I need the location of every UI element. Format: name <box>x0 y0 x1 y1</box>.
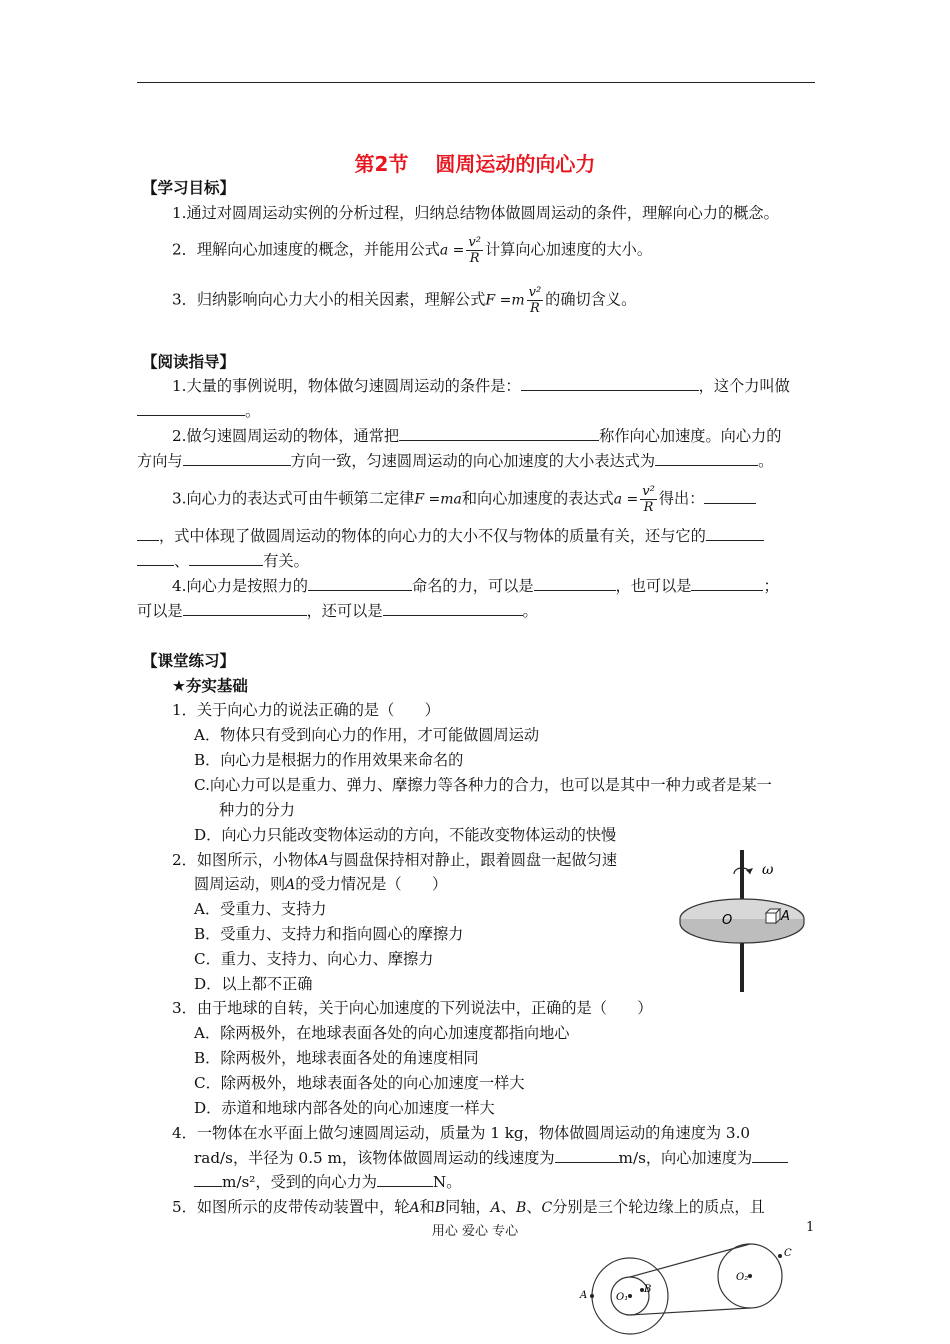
answer-blank[interactable] <box>655 451 758 466</box>
goal-2: 2．理解向心加速度的概念，并能用公式a = $\frac{\text{v²}}{R}$ 计算向心加速度的大小。 <box>172 235 653 266</box>
fraction-v2-over-R: $\frac{\text{v²}}{R}$ <box>642 484 655 515</box>
omega-label: ω <box>762 862 774 878</box>
answer-blank[interactable] <box>137 401 245 416</box>
answer-blank[interactable] <box>137 551 174 566</box>
reading-2: 2.做匀速圆周运动的物体，通常把 称作向心加速度。向心力的 <box>172 427 782 445</box>
belt-bottom <box>630 1308 750 1315</box>
question-2: 2．如图所示，小物体A与圆盘保持相对静止，跟着圆盘一起做匀速 <box>172 851 618 869</box>
center-label: O <box>722 913 733 928</box>
block-a <box>766 913 776 923</box>
reading-heading: 【阅读指导】 <box>142 353 236 371</box>
q2-option-d: D．以上都不正确 <box>194 975 313 993</box>
center-o1-label: O₁ <box>616 1292 629 1303</box>
answer-blank[interactable] <box>308 576 412 591</box>
reading-3-cont2: 、 有关。 <box>137 551 309 571</box>
q3-option-a: A．除两极外，在地球表面各处的向心加速度都指向地心 <box>194 1024 570 1042</box>
answer-blank[interactable] <box>752 1148 788 1163</box>
reading-1-cont: 。 <box>137 401 260 421</box>
belt-drive-figure <box>572 1236 808 1344</box>
q3-option-b: B．除两极外，地球表面各处的角速度相同 <box>194 1049 479 1067</box>
reading-1: 1.大量的事例说明，物体做匀速圆周运动的条件是： ，这个力叫做 <box>172 377 790 395</box>
question-4-cont2: m/s²，受到的向心力为 N。 <box>194 1172 461 1192</box>
reading-2-cont: 方向与 方向一致，匀速圆周运动的向心加速度的大小表达式为 。 <box>137 452 774 470</box>
center-o2-label: O₂ <box>736 1272 749 1283</box>
practice-heading: 【课堂练习】 <box>142 652 236 670</box>
answer-blank[interactable] <box>137 526 159 541</box>
block-label: A <box>781 909 790 924</box>
answer-blank[interactable] <box>383 601 523 616</box>
practice-subheading: ★夯实基础 <box>172 677 248 695</box>
answer-blank[interactable] <box>534 576 616 591</box>
reading-4-cont: 可以是 ，还可以是 。 <box>137 602 538 620</box>
q3-option-c: C．除两极外，地球表面各处的向心加速度一样大 <box>194 1074 525 1092</box>
point-c-label: C <box>784 1248 792 1259</box>
q1-option-c: C.向心力可以是重力、弹力、摩擦力等各种力的合力，也可以是其中一种力或者是某一 <box>194 776 772 794</box>
page-number: 1 <box>806 1220 815 1235</box>
q2-option-c: C．重力、支持力、向心力、摩擦力 <box>194 950 434 968</box>
answer-blank[interactable] <box>521 376 699 391</box>
fraction-v2-over-R: $\frac{\text{v²}}{R}$ <box>528 285 542 316</box>
page-title: 第2节 圆周运动的向心力 <box>354 152 596 176</box>
answer-blank[interactable] <box>183 451 291 466</box>
goals-heading: 【学习目标】 <box>142 179 236 197</box>
q1-option-b: B．向心力是根据力的作用效果来命名的 <box>194 751 464 769</box>
rotating-disc-figure <box>676 846 816 996</box>
goal-1: 1.通过对圆周运动实例的分析过程，归纳总结物体做圆周运动的条件，理解向心力的概念。 <box>172 204 779 222</box>
reading-4: 4.向心力是按照力的 命名的力，可以是 ，也可以是 ； <box>172 577 779 595</box>
q2-option-a: A．受重力、支持力 <box>194 900 327 918</box>
answer-blank[interactable] <box>399 426 599 441</box>
answer-blank[interactable] <box>194 1172 222 1187</box>
q1-option-d: D．向心力只能改变物体运动的方向，不能改变物体运动的快慢 <box>194 826 617 844</box>
q2-option-b: B．受重力、支持力和指向圆心的摩擦力 <box>194 925 464 943</box>
q1-option-a: A．物体只有受到向心力的作用，才可能做圆周运动 <box>194 726 540 744</box>
reading-3-cont: ，式中体现了做圆周运动的物体的向心力的大小不仅与物体的质量有关，还与它的 <box>137 526 764 546</box>
page-footer: 用心 爱心 专心 <box>431 1224 519 1239</box>
header-rule <box>137 82 815 83</box>
answer-blank[interactable] <box>704 489 756 504</box>
point-b-label: B <box>644 1284 652 1295</box>
answer-blank[interactable] <box>706 526 764 541</box>
q1-option-c-cont: 种力的分力 <box>219 801 295 819</box>
question-2-cont: 圆周运动，则A的受力情况是（ ） <box>194 875 448 893</box>
answer-blank[interactable] <box>183 601 307 616</box>
goal-3: 3．归纳影响向心力大小的相关因素，理解公式F =m $\frac{\text{v²}}{R}$ 的确切含义。 <box>172 285 637 316</box>
question-1: 1．关于向心力的说法正确的是（ ） <box>172 701 440 719</box>
answer-blank[interactable] <box>691 576 763 591</box>
fraction-v2-over-R: $\frac{\text{v²}}{R}$ <box>468 235 481 266</box>
belt-top <box>630 1244 750 1277</box>
answer-blank[interactable] <box>189 551 263 566</box>
question-3: 3．由于地球的自转，关于向心加速度的下列说法中，正确的是（ ） <box>172 999 653 1017</box>
answer-blank[interactable] <box>555 1148 619 1163</box>
question-4-cont: rad/s，半径为 0.5 m，该物体做圆周运动的线速度为 m/s，向心加速度为 <box>194 1148 788 1168</box>
question-5: 5．如图所示的皮带传动装置中，轮A和B同轴，A、B、C分别是三个轮边缘上的质点，且 <box>172 1198 765 1216</box>
answer-blank[interactable] <box>377 1172 433 1187</box>
q3-option-d: D．赤道和地球内部各处的向心加速度一样大 <box>194 1099 495 1117</box>
point-a-label: A <box>580 1290 588 1301</box>
reading-3: 3.向心力的表达式可由牛顿第二定律F =ma和向心加速度的表达式a = $\frac{\text{v²}}{R}$ 得出： <box>172 484 756 515</box>
question-4: 4．一物体在水平面上做匀速圆周运动，质量为 1 kg，物体做圆周运动的角速度为 3.0 <box>172 1124 751 1142</box>
